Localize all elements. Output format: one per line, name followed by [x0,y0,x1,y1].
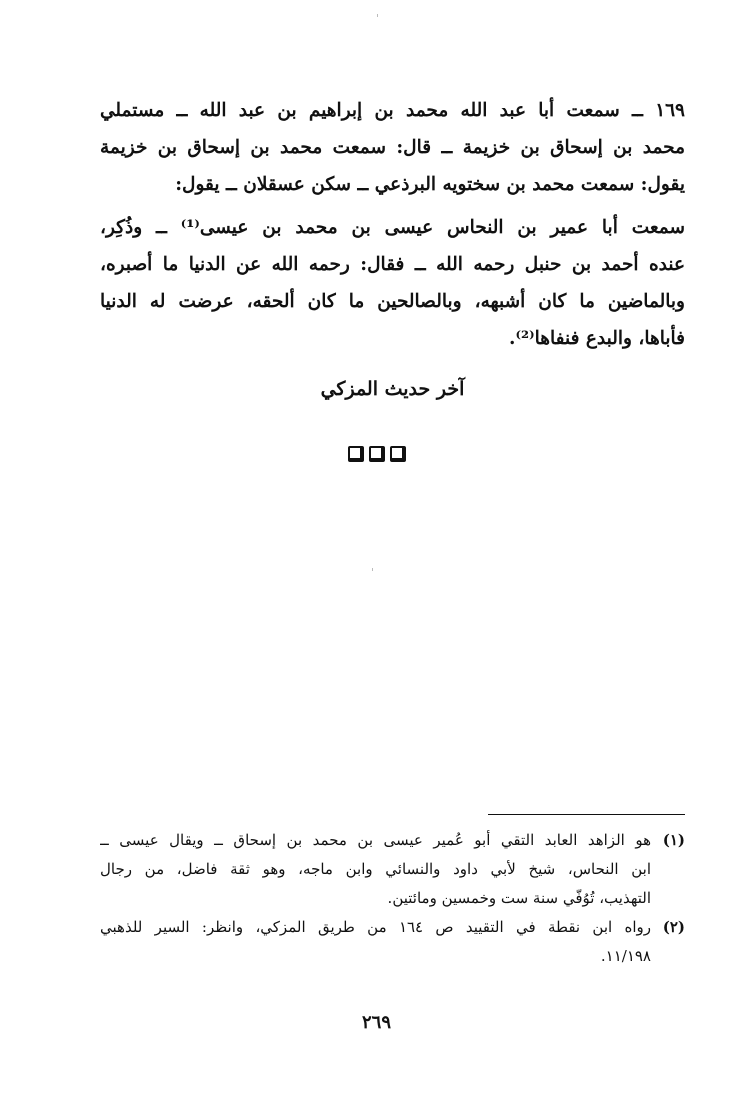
paragraph-2 [100,209,685,357]
square-ornament-icon [369,446,385,462]
footnotes [100,826,685,971]
footnote-number: (٢) [662,918,685,936]
footnote-body [100,913,651,971]
ornament-squares [0,446,753,462]
page-number: ٢٦٩ [361,1012,391,1033]
section-ending-title: آخر حديث المزكي [320,378,465,400]
footnote-number: (١) [662,831,685,849]
text-line: سمعت أبا عمير بن النحاس عيسى بن محمد بن عيسى⁽¹⁾ ــ وذُكِر، [100,217,685,238]
square-ornament-icon [348,446,364,462]
footnote-line: ابن النحاس، شيخ لأبي داود والنسائي وابن ماجه، وهو ثقة فاضل، من رجال [100,860,651,878]
footnote-1 [100,826,685,913]
footnote-line: التهذيب، تُوُفّي سنة ست وخمسين ومائتين. [387,889,651,907]
scan-speck [377,14,378,17]
scan-speck [372,568,373,571]
text-line: يقول: سمعت محمد بن سختويه البرذعي ــ سكن عسقلان ــ يقول: [175,174,685,195]
paragraph-1 [100,92,685,203]
main-text [100,92,685,357]
text-line: وبالماضين ما كان أشبهه، وبالصالحين ما كان ألحقه، عرضت له الدنيا [100,291,685,312]
footnote-2 [100,913,685,971]
square-ornament-icon [390,446,406,462]
text-line: محمد بن إسحاق بن خزيمة ــ قال: سمعت محمد بن إسحاق بن خزيمة [100,137,685,158]
text-line: ١٦٩ ــ سمعت أبا عبد الله محمد بن إبراهيم بن عبد الله ــ مستملي [100,100,685,121]
footnote-body [100,826,651,913]
footnote-line: هو الزاهد العابد التقي أبو عُمير عيسى بن محمد بن إسحاق ــ ويقال عيسى ــ [100,831,651,849]
text-line: فأباها، والبدع فنفاها⁽²⁾. [509,328,685,349]
footnote-line: رواه ابن نقطة في التقييد ص ١٦٤ من طريق المزكي، وانظر: السير للذهبي [100,918,651,936]
footnote-divider [488,814,685,815]
footnote-line: ١١/١٩٨. [600,947,651,965]
text-line: عنده أحمد بن حنبل رحمه الله ــ فقال: رحمه الله عن الدنيا ما أصبره، [100,254,685,275]
